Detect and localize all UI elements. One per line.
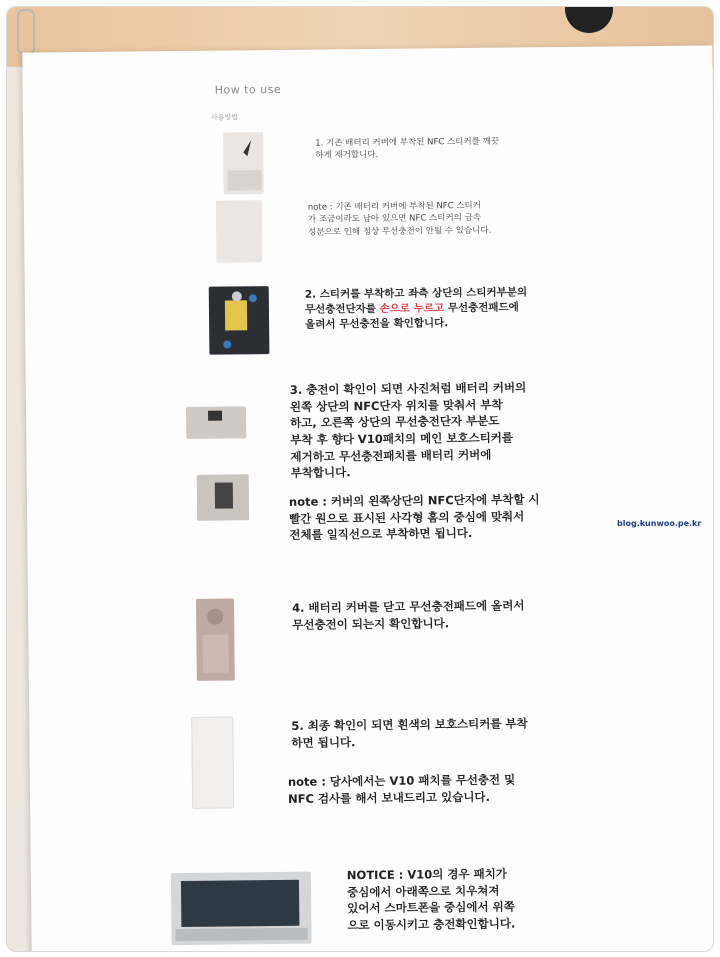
blog-watermark: blog.kunwoo.pe.kr — [617, 519, 702, 528]
step3-text: 3. 충전이 확인이 되면 사진처럼 배터리 커버의 왼쪽 상단의 NFC단자 위치를 맞춰서 부착 하고, 오른쪽 상단의 무선충전단자 부분도 부착 후 향다 V10패치의 메인 보호스티커를 제거하고 무선충전패치를 배터리 커버에 부착합니다. — [289, 380, 527, 481]
page-title: How to use — [214, 82, 282, 97]
page-subtitle: 사용방법 — [210, 113, 239, 122]
step1-note-photo — [216, 200, 263, 262]
step1-photo — [223, 132, 264, 194]
step2-highlight: 손으로 누르고 — [379, 302, 445, 316]
step1-text: 1. 기존 배터리 커버에 부착된 NFC 스티커를 깨끗 하게 제거합니다. — [315, 136, 500, 161]
step3-photo — [186, 406, 246, 439]
photo-frame — [6, 6, 714, 952]
step3-note: note : 커버의 왼쪽상단의 NFC단자에 부착할 시 빨간 원으로 표시된 사각형 홈의 중심에 맞춰서 전체를 일직선으로 부착하면 됩니다. — [288, 492, 540, 543]
notice-photo — [171, 872, 312, 945]
step4-photo — [196, 598, 235, 680]
step2-text: 2. 스티커를 부착하고 좌측 상단의 스티커부분의 무선충전단자를 손으로 누르고 무선충전패드에 올려서 무선충전을 확인합니다. — [304, 286, 528, 332]
step3-note-photo — [197, 474, 249, 521]
step5-note: note : 당사에서는 V10 패치를 무선충전 및 NFC 검사를 해서 보내드리고 있습니다. — [287, 772, 516, 806]
instruction-sheet — [22, 45, 714, 952]
step1-note: note : 기존 배터리 커버에 부착된 NFC 스티커 가 조금이라도 남아 있으면 NFC 스티커의 금속 성분으로 인해 정상 무선충전이 안될 수 있습니다. — [307, 200, 492, 238]
step4-text: 4. 배터리 커버를 닫고 무선충전패드에 올려서 무선충전이 되는지 확인합니다. — [292, 598, 525, 632]
paperclip-icon — [17, 9, 35, 55]
notice-text: NOTICE : V10의 경우 패치가 중심에서 아래쪽으로 치우쳐져 있어서 스마트폰을 중심에서 위쪽 으로 이동시키고 충전확인합니다. — [346, 866, 516, 933]
step2-photo — [209, 286, 270, 355]
step5-photo — [191, 716, 234, 808]
step5-text: 5. 최종 확인이 되면 흰색의 보호스티커를 부착 하면 됩니다. — [291, 716, 528, 750]
